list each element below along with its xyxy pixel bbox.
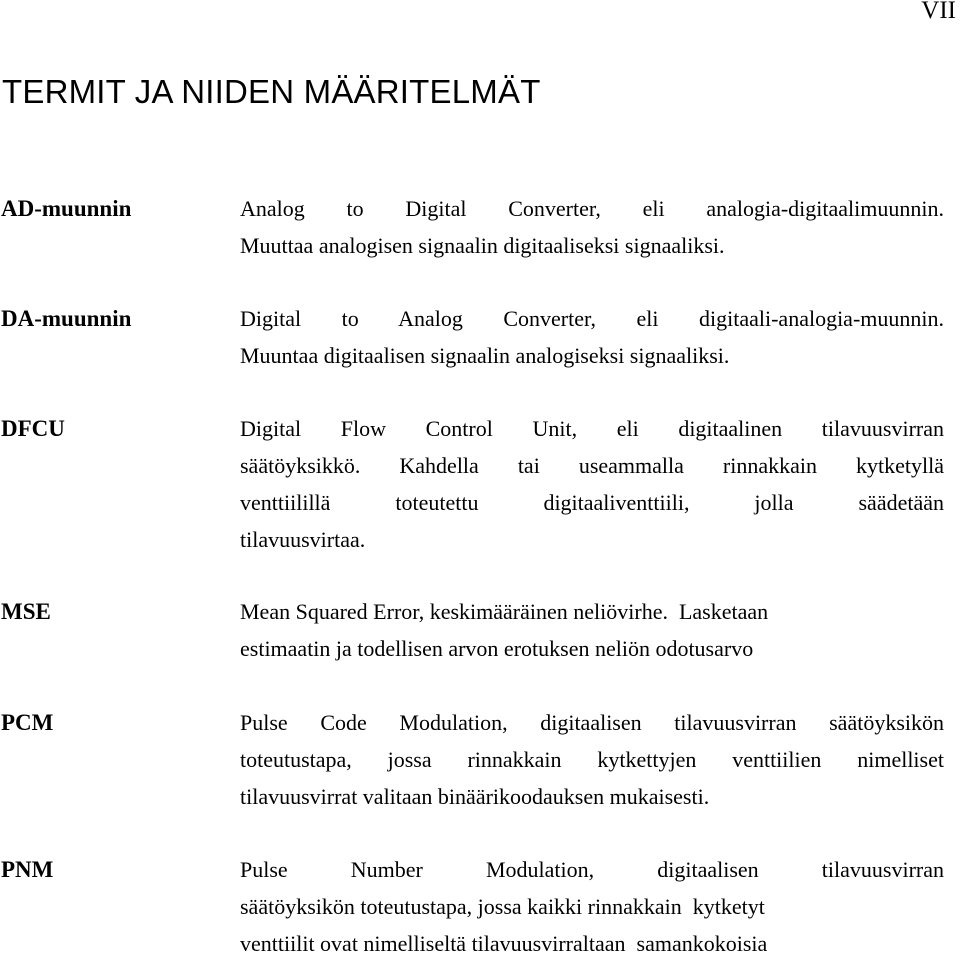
term-definition [240, 593, 944, 667]
definition-line: estimaatin ja todellisen arvon erotuksen neliön odotusarvo [240, 636, 754, 661]
term-definition [240, 410, 944, 558]
definition-line: venttiilit ovat nimelliseltä tilavuusvirraltaan samankokoisia [240, 931, 768, 956]
page-number: VII [921, 0, 956, 24]
definition-line: tilavuusvirrat valitaan binäärikoodauksen mukaisesti. [240, 784, 710, 809]
definition-line: Digital to Analog Converter, eli digitaali-analogia-muunnin. [240, 306, 944, 331]
term-name: DFCU [1, 416, 65, 441]
definition-line: Analog to Digital Converter, eli analogia-digitaalimuunnin. [240, 196, 944, 221]
term-name: PCM [1, 710, 54, 735]
term-name: DA-muunnin [1, 306, 132, 331]
term-name: AD-muunnin [1, 196, 132, 221]
definition-line: Pulse Number Modulation, digitaalisen tilavuusvirran [240, 857, 944, 882]
term-definition [240, 300, 944, 374]
definition-line: venttiilillä toteutettu digitaaliventtiili, jolla säädetään [240, 490, 944, 515]
page-title: TERMIT JA NIIDEN MÄÄRITELMÄT [2, 73, 541, 110]
definition-line: Muuttaa analogisen signaalin digitaaliseksi signaaliksi. [240, 233, 725, 258]
term-name: MSE [1, 599, 51, 624]
definition-line: säätöyksikön toteutustapa, jossa kaikki rinnakkain kytketyt [240, 894, 765, 919]
definition-line: Pulse Code Modulation, digitaalisen tilavuusvirran säätöyksikön [240, 710, 944, 735]
definition-line: Digital Flow Control Unit, eli digitaalinen tilavuusvirran [240, 416, 944, 441]
term-definition [240, 851, 944, 962]
definition-line: Mean Squared Error, keskimääräinen neliövirhe. Lasketaan [240, 599, 769, 624]
definition-line: tilavuusvirtaa. [240, 527, 366, 552]
term-definition [240, 704, 944, 815]
definition-line: Muuntaa digitaalisen signaalin analogiseksi signaaliksi. [240, 343, 730, 368]
term-name: PNM [1, 857, 54, 882]
term-definition [240, 190, 944, 264]
definition-line: säätöyksikkö. Kahdella tai useammalla rinnakkain kytketyllä [240, 453, 944, 478]
definition-line: toteutustapa, jossa rinnakkain kytkettyjen venttiilien nimelliset [240, 747, 944, 772]
